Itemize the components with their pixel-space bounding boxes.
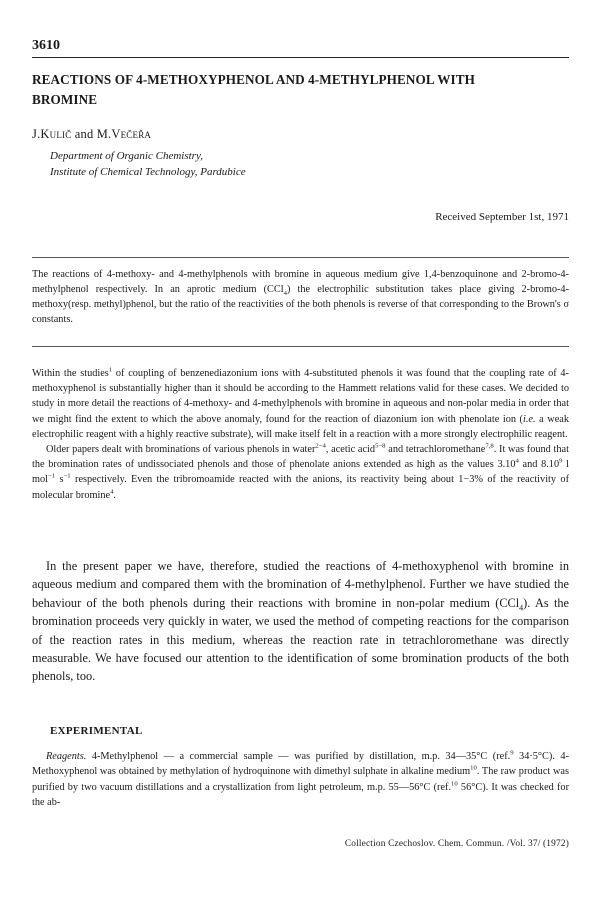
text: ). As the bromination proceeds very quickly in water, we used the method of competing reactions for the comparison of the reaction rates in this medium, whereas the reaction rate in tetrachloromethane was directly measurable. We have focused our attention to the identification of some bromination products of the both phenols, too. bbox=[32, 595, 569, 684]
text: a weak electrophilic reagent with a highly reactive substrate), will make itself felt in a reaction with a more strongly electrophilic reagent. bbox=[32, 413, 569, 440]
affiliation-department: Department of Organic Chemistry, bbox=[50, 150, 203, 162]
text: respectively. Even the tribromoamide reacted with the anions, its reactivity being about 1−3% of the reactivity of molecular bromine bbox=[32, 474, 569, 501]
subscript: 4 bbox=[283, 290, 287, 298]
citation: 2−4 bbox=[315, 442, 326, 450]
text: . The raw product was purified by two vacuum distillations and a crystallization from light petroleum, m.p. 55—56°C (ref. bbox=[32, 766, 569, 793]
text: 4-Methylphenol — a commercial sample — was purified by distillation, m.p. 34—35°C (ref. bbox=[86, 751, 511, 762]
text: 56°C). It was checked for the ab- bbox=[32, 781, 570, 808]
author-2-name: Večeřa bbox=[111, 127, 152, 141]
citation: 10 bbox=[451, 780, 458, 788]
text: and tetrachloromethane bbox=[385, 444, 486, 456]
citation: 9 bbox=[510, 749, 514, 757]
header-rule bbox=[32, 57, 569, 58]
exponent: 9 bbox=[559, 457, 563, 465]
citation: 4 bbox=[110, 488, 114, 496]
main-paragraph bbox=[32, 557, 569, 686]
abstract-text: ) the electrophilic substitution takes place giving 2-bromo-4-methoxy(resp. methyl)phenol, but the ratio of the reactivities of the both phenols is reverse of that corresponding to the Brown's σ constants. bbox=[32, 284, 569, 325]
affiliation bbox=[50, 149, 246, 180]
citation: 10 bbox=[470, 764, 477, 772]
citation: 7,8 bbox=[485, 442, 494, 450]
introduction bbox=[32, 366, 569, 503]
text: s bbox=[55, 474, 64, 486]
article-title: REACTIONS OF 4-METHOXYPHENOL AND 4-METHYLPHENOL WITH BROMINE bbox=[32, 72, 475, 107]
text: and 8.10 bbox=[518, 459, 560, 471]
received-date: Received September 1st, 1971 bbox=[435, 211, 569, 223]
text: of coupling of benzenediazonium ions with 4-substituted phenols it was found that the coupling rate of 4-methoxyphenol is substantially higher than it should be according to the Hammett relations valid for these cases. We decided to study in more detail the reactions of 4-methoxy- and 4-methylphenols with bromine in aqueous and non-polar media in order that we might find the extent to which the above anomaly, found for the reaction of diazonium ion with phenolate ion ( bbox=[32, 368, 569, 425]
text: Within the studies bbox=[32, 368, 109, 379]
intro-paragraph bbox=[32, 442, 569, 503]
authors bbox=[32, 127, 151, 142]
author-1-name: Kulič bbox=[40, 127, 72, 141]
author-conjunction: and bbox=[71, 127, 97, 141]
exponent: 4 bbox=[515, 457, 519, 465]
text: In the present paper we have, therefore, studied the reactions of 4-methoxyphenol with bromine in aqueous medium and compared them with the bromination of 4-methylphenol. Further we have studied the behaviour of the both phenols during their reactions with bromine in non-polar medium (CCl bbox=[32, 559, 569, 610]
abstract-text: The reactions of 4-methoxy- and 4-methylphenols with bromine in aqueous medium give 1,4-benzoquinone and 2-bromo-4-methylphenol respectively. In an aprotic medium (CCl bbox=[32, 269, 569, 295]
text: 34·5°C). 4-Methoxyphenol was obtained by methylation of hydroquinone with dimethyl sulphate in alkaline medium bbox=[32, 751, 569, 778]
author-1-initial: J. bbox=[32, 127, 41, 141]
text: . It was found that the bromination rates of undissociated phenols and those of phenolate anions extended as high as the values 3.10 bbox=[32, 444, 569, 471]
text: . bbox=[113, 489, 116, 501]
citation: 5−8 bbox=[375, 442, 386, 450]
citation: 1 bbox=[108, 366, 113, 374]
page-number: 3610 bbox=[32, 38, 60, 53]
exponent: −1 bbox=[48, 473, 56, 480]
author-2-initial: M. bbox=[96, 127, 112, 141]
text: l mol bbox=[32, 459, 569, 486]
italic-text: i.e. bbox=[523, 413, 536, 425]
abstract-bottom-rule bbox=[32, 346, 569, 347]
section-heading-experimental: EXPERIMENTAL bbox=[50, 725, 143, 737]
intro-paragraph bbox=[32, 366, 569, 442]
text: , acetic acid bbox=[325, 444, 376, 456]
abstract-top-rule bbox=[32, 257, 569, 258]
subscript: 4 bbox=[519, 603, 524, 613]
text: Older papers dealt with brominations of various phenols in water bbox=[46, 444, 316, 456]
abstract bbox=[32, 267, 569, 327]
journal-footer: Collection Czechoslov. Chem. Commun. /Vol. 37/ (1972) bbox=[344, 839, 569, 849]
reagents-paragraph bbox=[32, 749, 569, 810]
affiliation-institute: Institute of Chemical Technology, Pardubice bbox=[50, 165, 246, 178]
exponent: −1 bbox=[63, 473, 71, 480]
run-in-heading: Reagents. bbox=[46, 751, 87, 762]
